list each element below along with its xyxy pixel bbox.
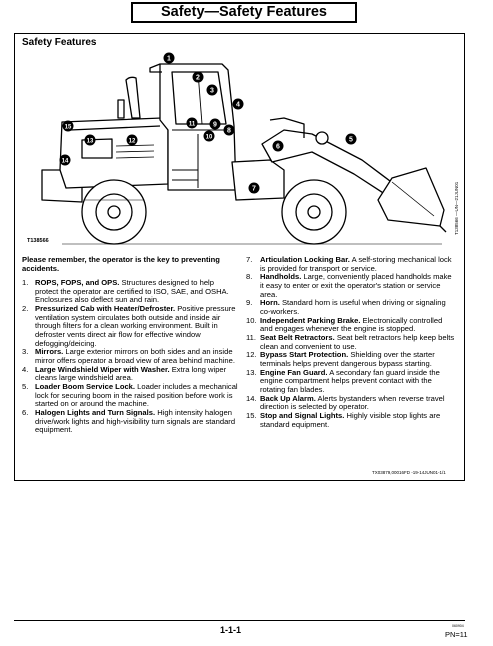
callout-12: 12 xyxy=(128,138,136,145)
list-item: 7. Articulation Locking Bar. A self-storing mechanical lock is provided for transport or service. xyxy=(246,255,452,273)
list-item: 9. Horn. Standard horn is useful when driving or signaling co-workers. xyxy=(246,298,446,316)
features-list-right xyxy=(246,256,456,430)
document-reference: TX03879,00016FD -19-14JUN01-1/1 xyxy=(372,470,446,475)
footer-divider xyxy=(14,620,465,621)
wheel-loader-illustration xyxy=(22,50,462,246)
list-item: 3. Mirrors. Large exterior mirrors on both sides and an inside mirror offers operator a broad view of area behind machine. xyxy=(22,347,235,365)
list-item: 15. Stop and Signal Lights. Highly visible stop lights are standard equipment. xyxy=(246,411,441,429)
list-item: 13. Engine Fan Guard. A secondary fan guard inside the engine compartment helps prevent contact with the rotating fan blades. xyxy=(246,367,440,395)
callout-5: 5 xyxy=(349,136,353,144)
callout-3: 3 xyxy=(210,87,214,95)
callout-4: 4 xyxy=(236,101,240,109)
list-item: 6. Halogen Lights and Turn Signals. High intensity halogen drive/work lights and high-visibility turn signals are standard equipment. xyxy=(22,408,236,435)
callout-10: 10 xyxy=(205,134,213,141)
callout-15: 15 xyxy=(64,124,72,131)
callout-9: 9 xyxy=(213,121,217,129)
list-item: 8. Handholds. Large, conveniently placed handholds make it easy to enter or exit the operator's station or service area. xyxy=(246,272,452,299)
figure-id: T138566 xyxy=(27,238,49,244)
section-title: Safety Features xyxy=(22,37,97,48)
callout-13: 13 xyxy=(86,138,94,145)
intro-text: Please remember, the operator is the key to preventing accidents. xyxy=(22,255,220,273)
list-item: 2. Pressurized Cab with Heater/Defroster. Positive pressure ventilation system circulates both outside and inside air through filters for a clean working environment. Built in defroster vents direct air flow for effective window defogging/deicing. xyxy=(22,304,236,348)
list-item: 10. Independent Parking Brake. Electronically controlled and engages whenever the engine is stopped. xyxy=(246,315,443,334)
list-item: 4. Large Windshield Wiper with Washer. Extra long wiper cleans large windshield area. xyxy=(22,364,227,383)
list-item: 1. ROPS, FOPS, and OPS. Structures designed to help protect the operator are certified to ISO, SAE, and OSHA. Enclosures also deflect sun and rain. xyxy=(22,278,229,305)
list-item: 11. Seat Belt Retractors. Seat belt retractors help keep belts clean and convenient to use. xyxy=(246,333,455,351)
pn-number: PN=11 xyxy=(445,630,468,639)
list-item: 14. Back Up Alarm. Alerts bystanders when reverse travel direction is selected by operator. xyxy=(246,393,445,412)
callout-8: 8 xyxy=(227,127,231,135)
callout-7: 7 xyxy=(252,185,256,193)
footer-code: 060904 xyxy=(452,624,464,628)
callout-14: 14 xyxy=(61,158,69,165)
callout-6: 6 xyxy=(276,143,280,151)
figure-side-code: T138566 —UN—21JUN01 xyxy=(454,181,459,235)
page-title: Safety—Safety Features xyxy=(131,2,357,23)
callout-1: 1 xyxy=(167,55,171,63)
features-list-left xyxy=(22,256,238,435)
list-item: 5. Loader Boom Service Lock. Loader includes a mechanical lock for securing boom in the raised position before work is started on or around the machine. xyxy=(22,382,238,409)
page-number: 1-1-1 xyxy=(220,625,242,635)
callout-11: 11 xyxy=(188,121,196,128)
callout-2: 2 xyxy=(196,74,200,82)
list-item: 12. Bypass Start Protection. Shielding over the starter terminals helps prevent dangerous bypass starting. xyxy=(246,350,435,369)
